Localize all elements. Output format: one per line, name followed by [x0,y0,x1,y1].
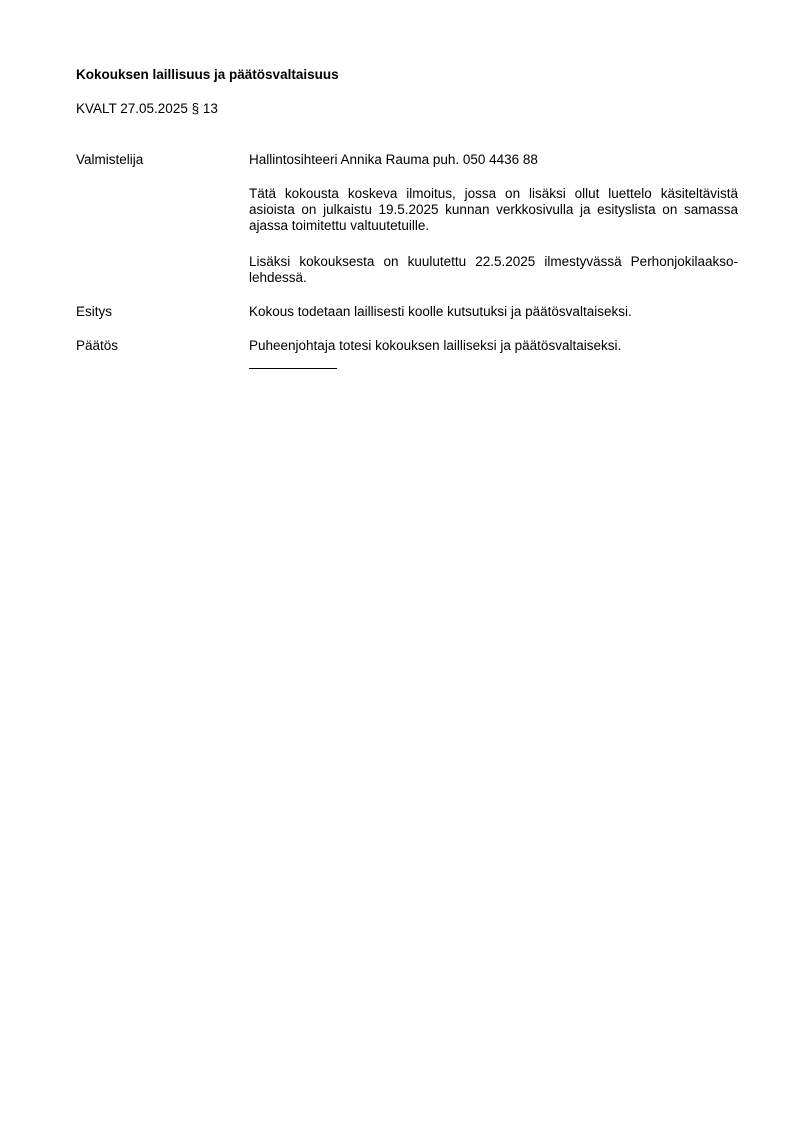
preparer-label: Valmistelija [76,152,144,167]
proposal-label: Esitys [76,304,113,319]
proposal-text: Kokous todetaan laillisesti koolle kutsutuksi ja päätösvaltaiseksi. [249,304,632,319]
announcement-paragraph: Lisäksi kokouksesta on kuulutettu 22.5.2025 ilmestyvässä Perhonjokilaakso-lehdessä. [249,254,738,285]
notice-paragraph: Tätä kokousta koskeva ilmoitus, jossa on lisäksi ollut luettelo käsiteltävistä asioista on julkaistu 19.5.2025 kunnan verkkosivulla ja esityslista on samassa ajassa toimitettu valtuutetuille. [249,186,738,233]
decision-text: Puheenjohtaja totesi kokouksen lailliseksi ja päätösvaltaiseksi. [249,338,622,353]
meeting-reference: KVALT 27.05.2025 § 13 [76,101,218,116]
document-title: Kokouksen laillisuus ja päätösvaltaisuus [76,67,339,82]
preparer-text: Hallintosihteeri Annika Rauma puh. 050 4436 88 [249,152,538,167]
decision-label: Päätös [76,338,119,353]
end-rule-divider [249,368,337,369]
